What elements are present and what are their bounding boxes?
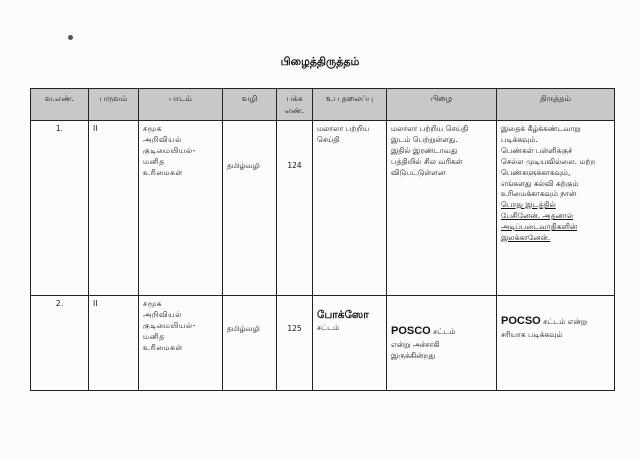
subtitle-rest: சட்டம் xyxy=(317,323,340,333)
row-subtitle xyxy=(313,296,387,391)
col-header-subtitle: உப தலைப்பு xyxy=(313,89,387,121)
subject-line: உரிமைகள் xyxy=(143,167,183,177)
correction-line: இலக்கானேன். xyxy=(501,232,551,242)
row-page: 125 xyxy=(277,296,313,391)
correction-line: பொது இடத்தில் xyxy=(501,200,556,210)
error-line: இதில் இரண்டாவது xyxy=(391,145,458,155)
error-line: இடம் பெற்றுள்ளது. xyxy=(391,135,458,145)
correction-line: பேசினேன். அதனால் xyxy=(501,211,574,221)
header-row xyxy=(31,89,615,121)
subject-line: குடிமையியல்- xyxy=(143,320,196,330)
error-code: POSCO xyxy=(391,325,431,338)
table-row xyxy=(31,296,615,391)
error-line: என்று அச்சாகி xyxy=(391,340,440,350)
col-header-correction: திருத்தம் xyxy=(497,89,615,121)
row-error xyxy=(387,296,497,391)
error-line: விடுபட்டுள்ளன xyxy=(391,167,446,177)
row-term: II xyxy=(89,296,139,391)
col-header-error: பிழை xyxy=(387,89,497,121)
col-header-medium: வழி xyxy=(223,89,277,121)
correction-line: எங்களது கல்வி கற்கும் xyxy=(501,178,579,188)
col-header-page: பக்க எண். xyxy=(277,89,313,121)
subject-line: உரிமைகள் xyxy=(143,342,183,352)
correction-line: சரியாக படிக்கவும் xyxy=(501,330,563,340)
row-medium: தமிழ்வழி xyxy=(223,121,277,296)
row-page: 124 xyxy=(277,121,313,296)
row-sno: 2. xyxy=(31,296,89,391)
correction-line: பெண்களுக்காகவும், xyxy=(501,167,571,177)
page-title: பிழைத்திருத்தம் xyxy=(280,55,360,68)
row-subject xyxy=(139,296,223,391)
error-line: மலாலா பற்றிய செய்தி xyxy=(391,124,469,134)
subject-line: மனித xyxy=(143,156,165,166)
row-correction xyxy=(497,296,615,391)
subject-line: மனித xyxy=(143,331,165,341)
error-line: இருக்கின்றது xyxy=(391,351,436,360)
subject-line: சமூக xyxy=(143,124,163,134)
errata-table xyxy=(30,88,615,391)
col-header-term: பருவம் xyxy=(89,89,139,121)
subject-line: சமூக xyxy=(143,299,163,309)
row-correction xyxy=(497,121,615,296)
table-row xyxy=(31,121,615,296)
error-line: பத்தியில் சில வரிகள் xyxy=(391,156,463,166)
row-term: II xyxy=(89,121,139,296)
correction-line: பெண்கள் பள்ளிக்குச் xyxy=(501,145,573,155)
correction-line: சட்டம் என்று xyxy=(543,317,588,327)
subject-line: அறிவியல் xyxy=(143,310,182,320)
col-header-subject: பாடம் xyxy=(139,89,223,121)
error-line: சட்டம் xyxy=(433,327,456,337)
page-speck xyxy=(68,35,73,40)
row-subject xyxy=(139,121,223,296)
subject-line: அறிவியல் xyxy=(143,135,182,145)
correction-line: உரிமைக்காகவும் நான் xyxy=(501,189,577,199)
correction-code: POCSO xyxy=(501,315,541,328)
subject-line: குடிமையியல்- xyxy=(143,145,196,155)
row-error xyxy=(387,121,497,296)
subtitle-bold: போக்ஸோ xyxy=(317,309,369,322)
correction-line: படிக்கவும். xyxy=(501,135,538,145)
col-header-sno: வ.எண். xyxy=(31,89,89,121)
correction-line: அடிப்படைவாதிகளின் xyxy=(501,222,578,232)
row-subtitle: மலாலா பற்றிய செய்தி xyxy=(313,121,387,296)
correction-line: செல்ல முடியவில்லை. மற்ற xyxy=(501,156,596,166)
row-medium: தமிழ்வழி xyxy=(223,296,277,391)
correction-line: இதைக் கீழ்க்கண்டவாறு xyxy=(501,124,581,134)
row-sno: 1. xyxy=(31,121,89,296)
